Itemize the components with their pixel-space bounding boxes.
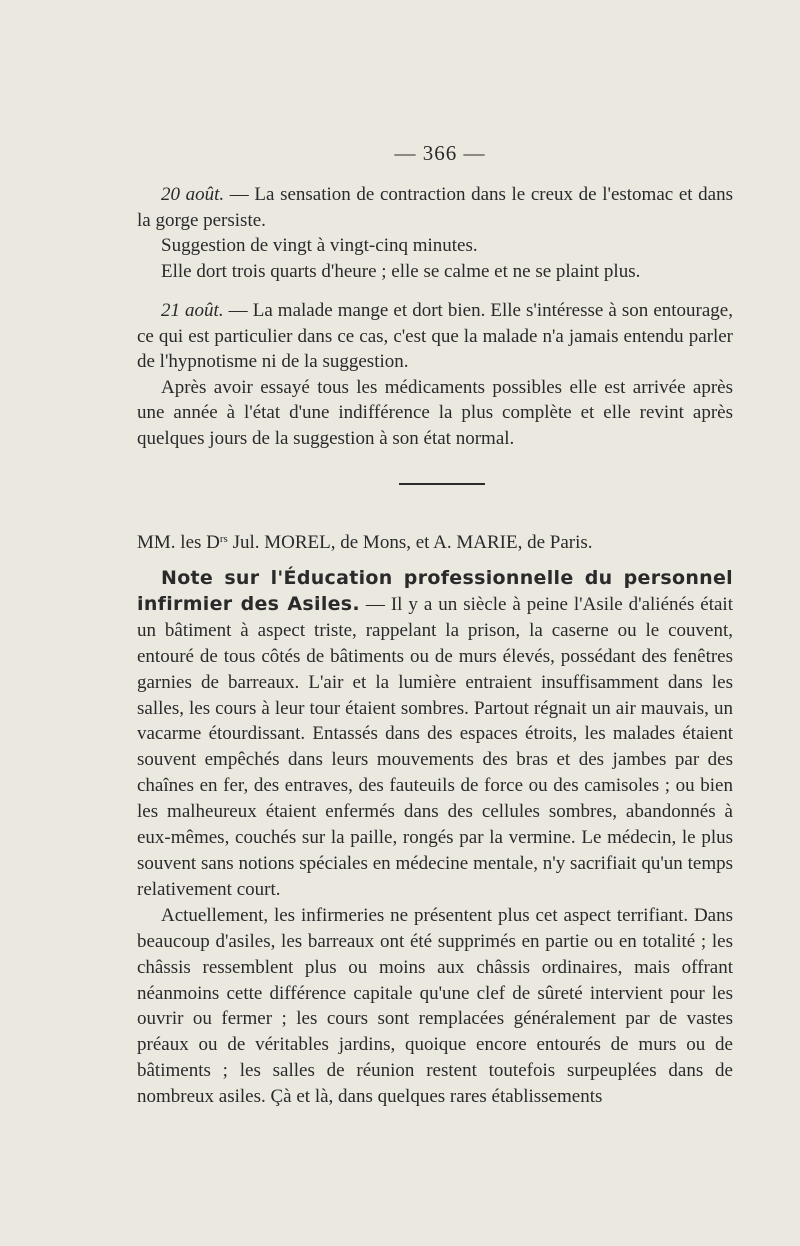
entry-paragraph: Après avoir essayé tous les médicaments possibles elle est arrivée après une année à l'état d'une indifférence la plus complète et elle revint après quelques jours de la suggestion à son état normal. (137, 376, 733, 449)
entry-date: 20 août. (161, 184, 225, 205)
entry-text: — La malade mange et dort bien. Elle s'intéresse à son entourage, ce qui est particulier dans ce cas, c'est que la malade n'a jamais entendu parler de l'hypnotisme ni de la suggestion. (137, 300, 733, 373)
authors-prefix: MM. les D (137, 532, 220, 553)
note-paragraph (137, 566, 733, 903)
note-paragraph: Actuellement, les infirmeries ne présentent plus cet aspect terrifiant. Dans beaucoup d'asiles, les barreaux ont été supprimés en partie ou en totalité ; les châssis ressemblent plus ou moins aux châssis ordinaires, mais offrant néanmoins cette différence capitale qu'une clef de sûreté intervient pour les ouvrir ou fermer ; les cours sont remplacées généralement par de vastes préaux ou de véritables jardins, quoique encore entourés de murs ou de bâtiments ; les salles de réunion restent toutefois surpeuplées dans de nombreux asiles. Çà et là, dans quelques rares établissements (137, 904, 733, 1108)
entry-aug-20 (137, 182, 733, 284)
entry-line: Elle dort trois quarts d'heure ; elle se calme et ne se plaint plus. (161, 260, 641, 282)
entry-text: — La sensation de contraction dans le creux de l'estomac et dans la gorge persiste. (137, 184, 733, 231)
authors-line (137, 526, 733, 556)
entry-aug-21-paragraph (137, 298, 733, 375)
section-divider (399, 483, 485, 485)
entry-aug-21 (137, 298, 733, 452)
note-title: Note sur l'Éducation professionnelle du personnel infirmier des Asiles. (137, 567, 733, 615)
authors-names: Jul. MOREL, de Mons, et A. MARIE, de Paris. (227, 532, 593, 553)
note-text: — Il y a un siècle à peine l'Asile d'aliénés était un bâtiment à aspect triste, rappelant la prison, la caserne ou le couvent, entouré de tous côtés de bâtiments ou de murs élevés, possédant des fenêtres garnies de barreaux. L'air et la lumière entraient insuffisamment dans les salles, les cours à leur tour étaient sombres. Partout régnait un air mauvais, un vacarme étourdissant. Entassés dans des espaces étroits, les malades étaient souvent empêchés dans leurs mouvements des bras et des jambes par des chaînes en fer, des entraves, des fauteuils de force ou des camisoles ; ou bien les malheureux étaient enfermés dans des cellules sombres, abandonnés à eux-mêmes, couchés sur la paille, rongés par la vermine. Le médecin, le plus souvent sans notions spéciales en médecine mentale, n'y sacrifiait qu'un temps relativement court. (137, 593, 733, 900)
entry-aug-20-paragraph (137, 182, 733, 233)
note-article (137, 566, 733, 1110)
authors-sup: rs (219, 533, 228, 545)
page-number: — 366 — (394, 141, 486, 165)
entry-line: Suggestion de vingt à vingt-cinq minutes. (161, 235, 478, 257)
entry-date: 21 août. (161, 300, 224, 321)
